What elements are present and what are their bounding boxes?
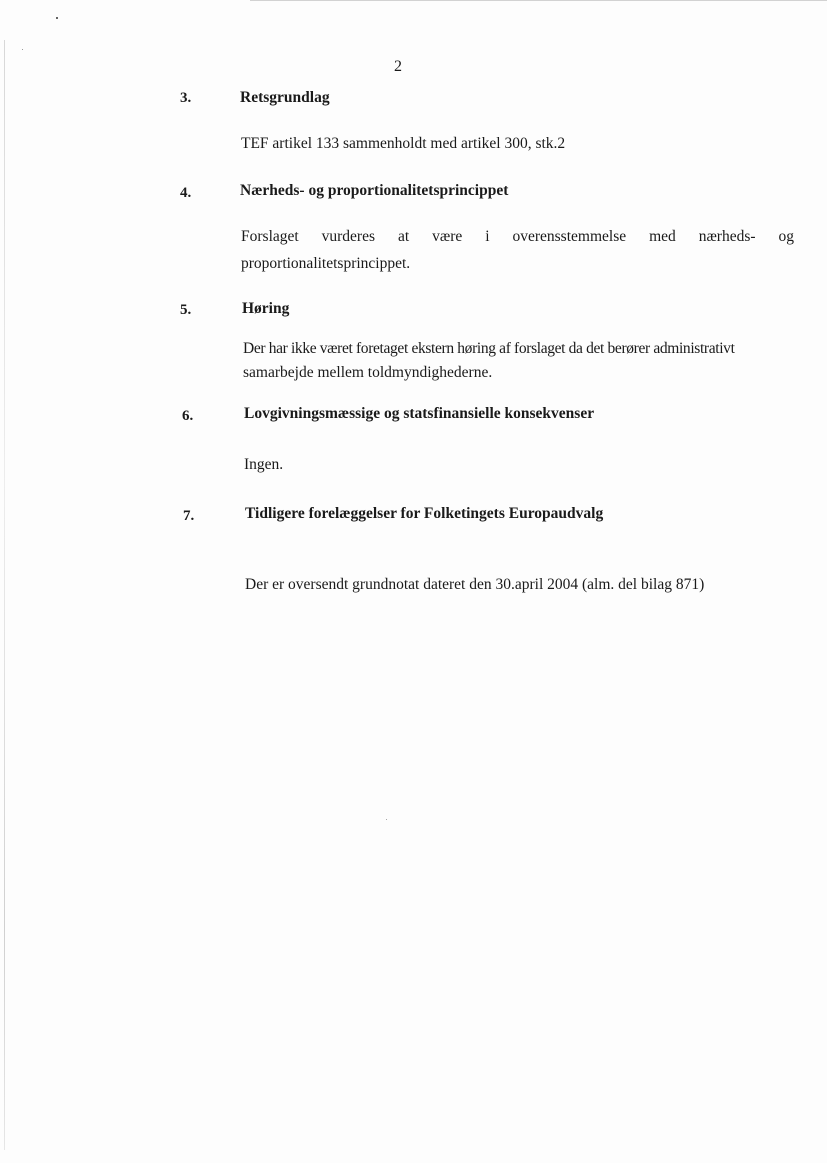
scan-speck: [386, 819, 387, 820]
word: nærheds-: [698, 228, 756, 245]
section-body-line: Der har ikke været foretaget ekstern høring af forslaget da det berører administrativt: [243, 340, 735, 357]
section-title: Lovgivningsmæssige og statsfinansielle konsekvenser: [244, 405, 595, 422]
section-title: Høring: [242, 300, 290, 317]
section-title: Retsgrundlag: [240, 89, 330, 106]
section-number: 6.: [182, 408, 194, 424]
section-number: 5.: [180, 302, 192, 318]
section-number: 3.: [180, 90, 192, 106]
section-body-justified-line: [241, 228, 794, 246]
scan-edge-top: [250, 0, 827, 1]
section-title: Tidligere forelæggelser for Folketingets Europaudvalg: [245, 505, 604, 522]
word: være: [432, 228, 463, 245]
scan-speck: [56, 17, 58, 19]
word: og: [778, 228, 794, 245]
section-title: Nærheds- og proportionalitetsprincippet: [240, 182, 509, 199]
section-body-line: Der er oversendt grundnotat dateret den 30.april 2004 (alm. del bilag 871): [245, 576, 705, 593]
word: Forslaget: [241, 228, 299, 245]
word: med: [649, 228, 676, 245]
section-body-line: TEF artikel 133 sammenholdt med artikel 300, stk.2: [241, 135, 566, 152]
section-body-line: proportionalitetsprincippet.: [241, 255, 411, 272]
scan-speck: [22, 49, 23, 50]
word: overensstemmelse: [512, 228, 627, 245]
section-number: 4.: [180, 185, 192, 201]
scan-edge-left: [4, 40, 5, 1150]
section-body-line: samarbejde mellem toldmyndighederne.: [243, 364, 493, 381]
word: i: [485, 228, 490, 245]
section-body-line: Ingen.: [244, 456, 284, 473]
page-number: 2: [394, 58, 402, 75]
section-number: 7.: [183, 508, 195, 524]
word: at: [397, 228, 410, 245]
word: vurderes: [321, 228, 376, 245]
